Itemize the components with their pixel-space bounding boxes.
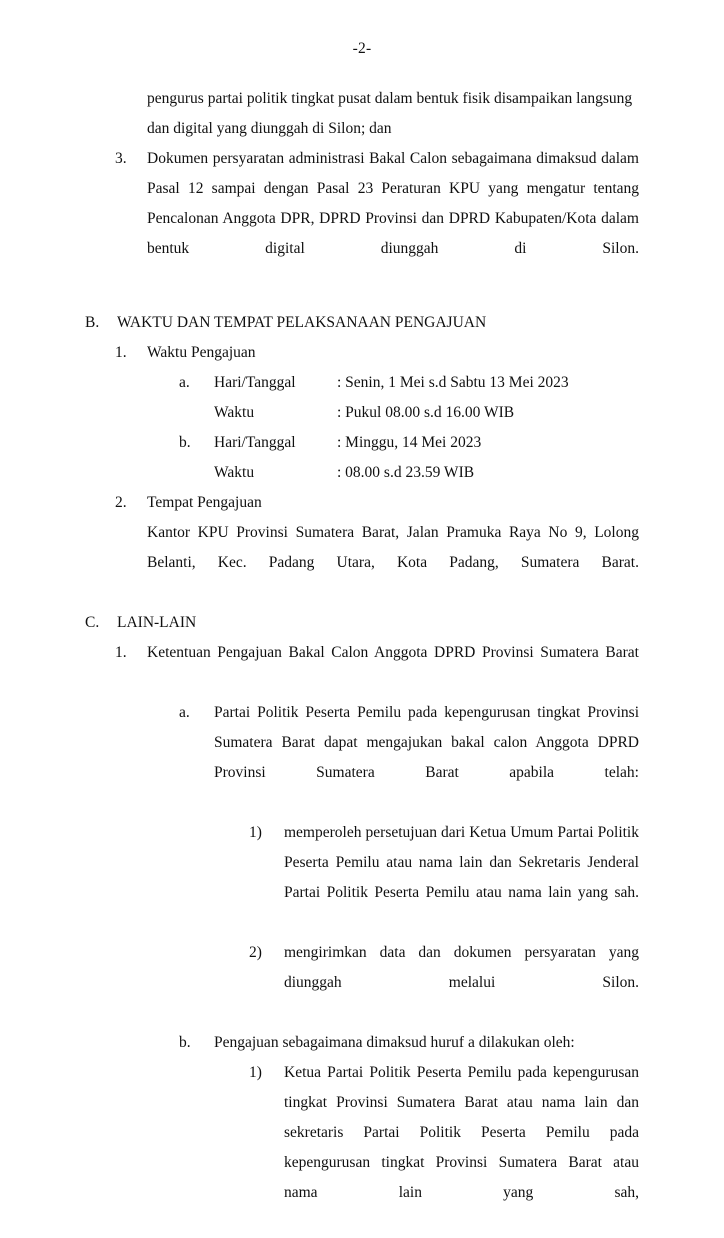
waktu-pengajuan-list	[179, 368, 639, 488]
continued-paragraph	[115, 84, 639, 144]
page-number: -2-	[352, 40, 372, 57]
section-c-heading	[85, 608, 639, 638]
section-c-sub-a-text: Partai Politik Peserta Pemilu pada kepengurusan tingkat Provinsi Sumatera Barat dapat mengajukan bakal calon Anggota DPRD Provinsi Sumatera Barat apabila telah:	[214, 704, 639, 781]
section-b-marker: B.	[85, 314, 100, 331]
section-c-sub-b-point-1-text: Ketua Partai Politik Peserta Pemilu pada kepengurusan tingkat Provinsi Sumatera Barat atau nama lain dan sekretaris Partai Politik Peserta Pemilu pada kepengurusan tingkat Provinsi Sumatera Barat atau nama lain yang sah,	[284, 1064, 639, 1201]
waktu-entry-b-waktu-label: Waktu	[214, 464, 255, 481]
waktu-entry-a-hari	[179, 368, 639, 398]
section-b-item-2-address: Kantor KPU Provinsi Sumatera Barat, Jalan Pramuka Raya No 9, Lolong Belanti, Kec. Padang Utara, Kota Padang, Sumatera Barat.	[147, 524, 639, 571]
section-b-item-2-marker: 2.	[115, 494, 127, 511]
section-c-item-1	[115, 638, 639, 1238]
section-c-sub-b-marker: b.	[179, 1034, 191, 1051]
section-c-sub-b-point-1-marker: 1)	[249, 1064, 262, 1081]
section-c-item-1-text: Ketentuan Pengajuan Bakal Calon Anggota DPRD Provinsi Sumatera Barat	[147, 644, 639, 661]
section-c-marker: C.	[85, 614, 100, 631]
section-c-sub-a-point-1	[249, 818, 639, 938]
section-b-title: WAKTU DAN TEMPAT PELAKSANAAN PENGAJUAN	[117, 314, 487, 331]
section-c-sub-a-point-2-marker: 2)	[249, 944, 262, 961]
section-b-item-2-title: Tempat Pengajuan	[147, 494, 262, 511]
section-c-sub-b-point-1	[249, 1058, 639, 1238]
waktu-entry-a-value: : Senin, 1 Mei s.d Sabtu 13 Mei 2023	[337, 374, 569, 391]
section-c-sub-a-point-1-marker: 1)	[249, 824, 262, 841]
list-item-3-marker: 3.	[115, 150, 127, 167]
section-c-item-1-sub-a	[179, 698, 639, 1028]
section-c-sub-b-text: Pengajuan sebagaimana dimaksud huruf a dilakukan oleh:	[214, 1034, 575, 1051]
waktu-entry-b-hari	[179, 428, 639, 458]
section-spacer	[85, 294, 639, 308]
waktu-entry-b-waktu-marker	[179, 458, 214, 488]
waktu-entry-b-marker: b.	[179, 434, 191, 451]
section-c-item-1-marker: 1.	[115, 644, 127, 661]
waktu-entry-b-waktu	[179, 458, 639, 488]
section-b-heading	[85, 308, 639, 338]
continued-paragraph-text: pengurus partai politik tingkat pusat dalam bentuk fisik disampaikan langsung dan digital yang diunggah di Silon; dan	[147, 90, 633, 137]
waktu-entry-a-waktu-marker	[179, 398, 214, 428]
list-item-3	[115, 144, 639, 294]
document-body	[85, 84, 639, 1238]
section-b-item-1	[115, 338, 639, 488]
waktu-entry-a-waktu-label: Waktu	[214, 404, 255, 421]
section-c-sub-a-point-1-text: memperoleh persetujuan dari Ketua Umum Partai Politik Peserta Pemilu atau nama lain dan Sekretaris Jenderal Partai Politik Peserta Pemilu atau nama lain yang sah.	[284, 824, 639, 901]
section-c-title: LAIN-LAIN	[117, 614, 197, 631]
waktu-entry-b-value: : Minggu, 14 Mei 2023	[337, 434, 482, 451]
section-b-item-2	[115, 488, 639, 608]
section-c-sub-a-point-2-text: mengirimkan data dan dokumen persyaratan yang diunggah melalui Silon.	[284, 944, 639, 991]
waktu-entry-b-label: Hari/Tanggal	[214, 434, 296, 451]
waktu-entry-a-waktu-value: : Pukul 08.00 s.d 16.00 WIB	[337, 404, 515, 421]
section-c-sub-a-marker: a.	[179, 704, 190, 721]
section-c-item-1-sub-b	[179, 1028, 639, 1238]
waktu-entry-a-marker: a.	[179, 374, 190, 391]
waktu-entry-b-waktu-value: : 08.00 s.d 23.59 WIB	[337, 464, 475, 481]
section-b-item-1-title: Waktu Pengajuan	[147, 344, 256, 361]
waktu-entry-a-waktu	[179, 398, 639, 428]
section-c-sub-a-point-2	[249, 938, 639, 1028]
list-item-3-text: Dokumen persyaratan administrasi Bakal Calon sebagaimana dimaksud dalam Pasal 12 sampai dengan Pasal 23 Peraturan KPU yang mengatur tentang Pencalonan Anggota DPR, DPRD Provinsi dan DPRD Kabupaten/Kota dalam bentuk digital diunggah di Silon.	[147, 150, 639, 257]
section-b-item-1-marker: 1.	[115, 344, 127, 361]
waktu-entry-a-label: Hari/Tanggal	[214, 374, 296, 391]
